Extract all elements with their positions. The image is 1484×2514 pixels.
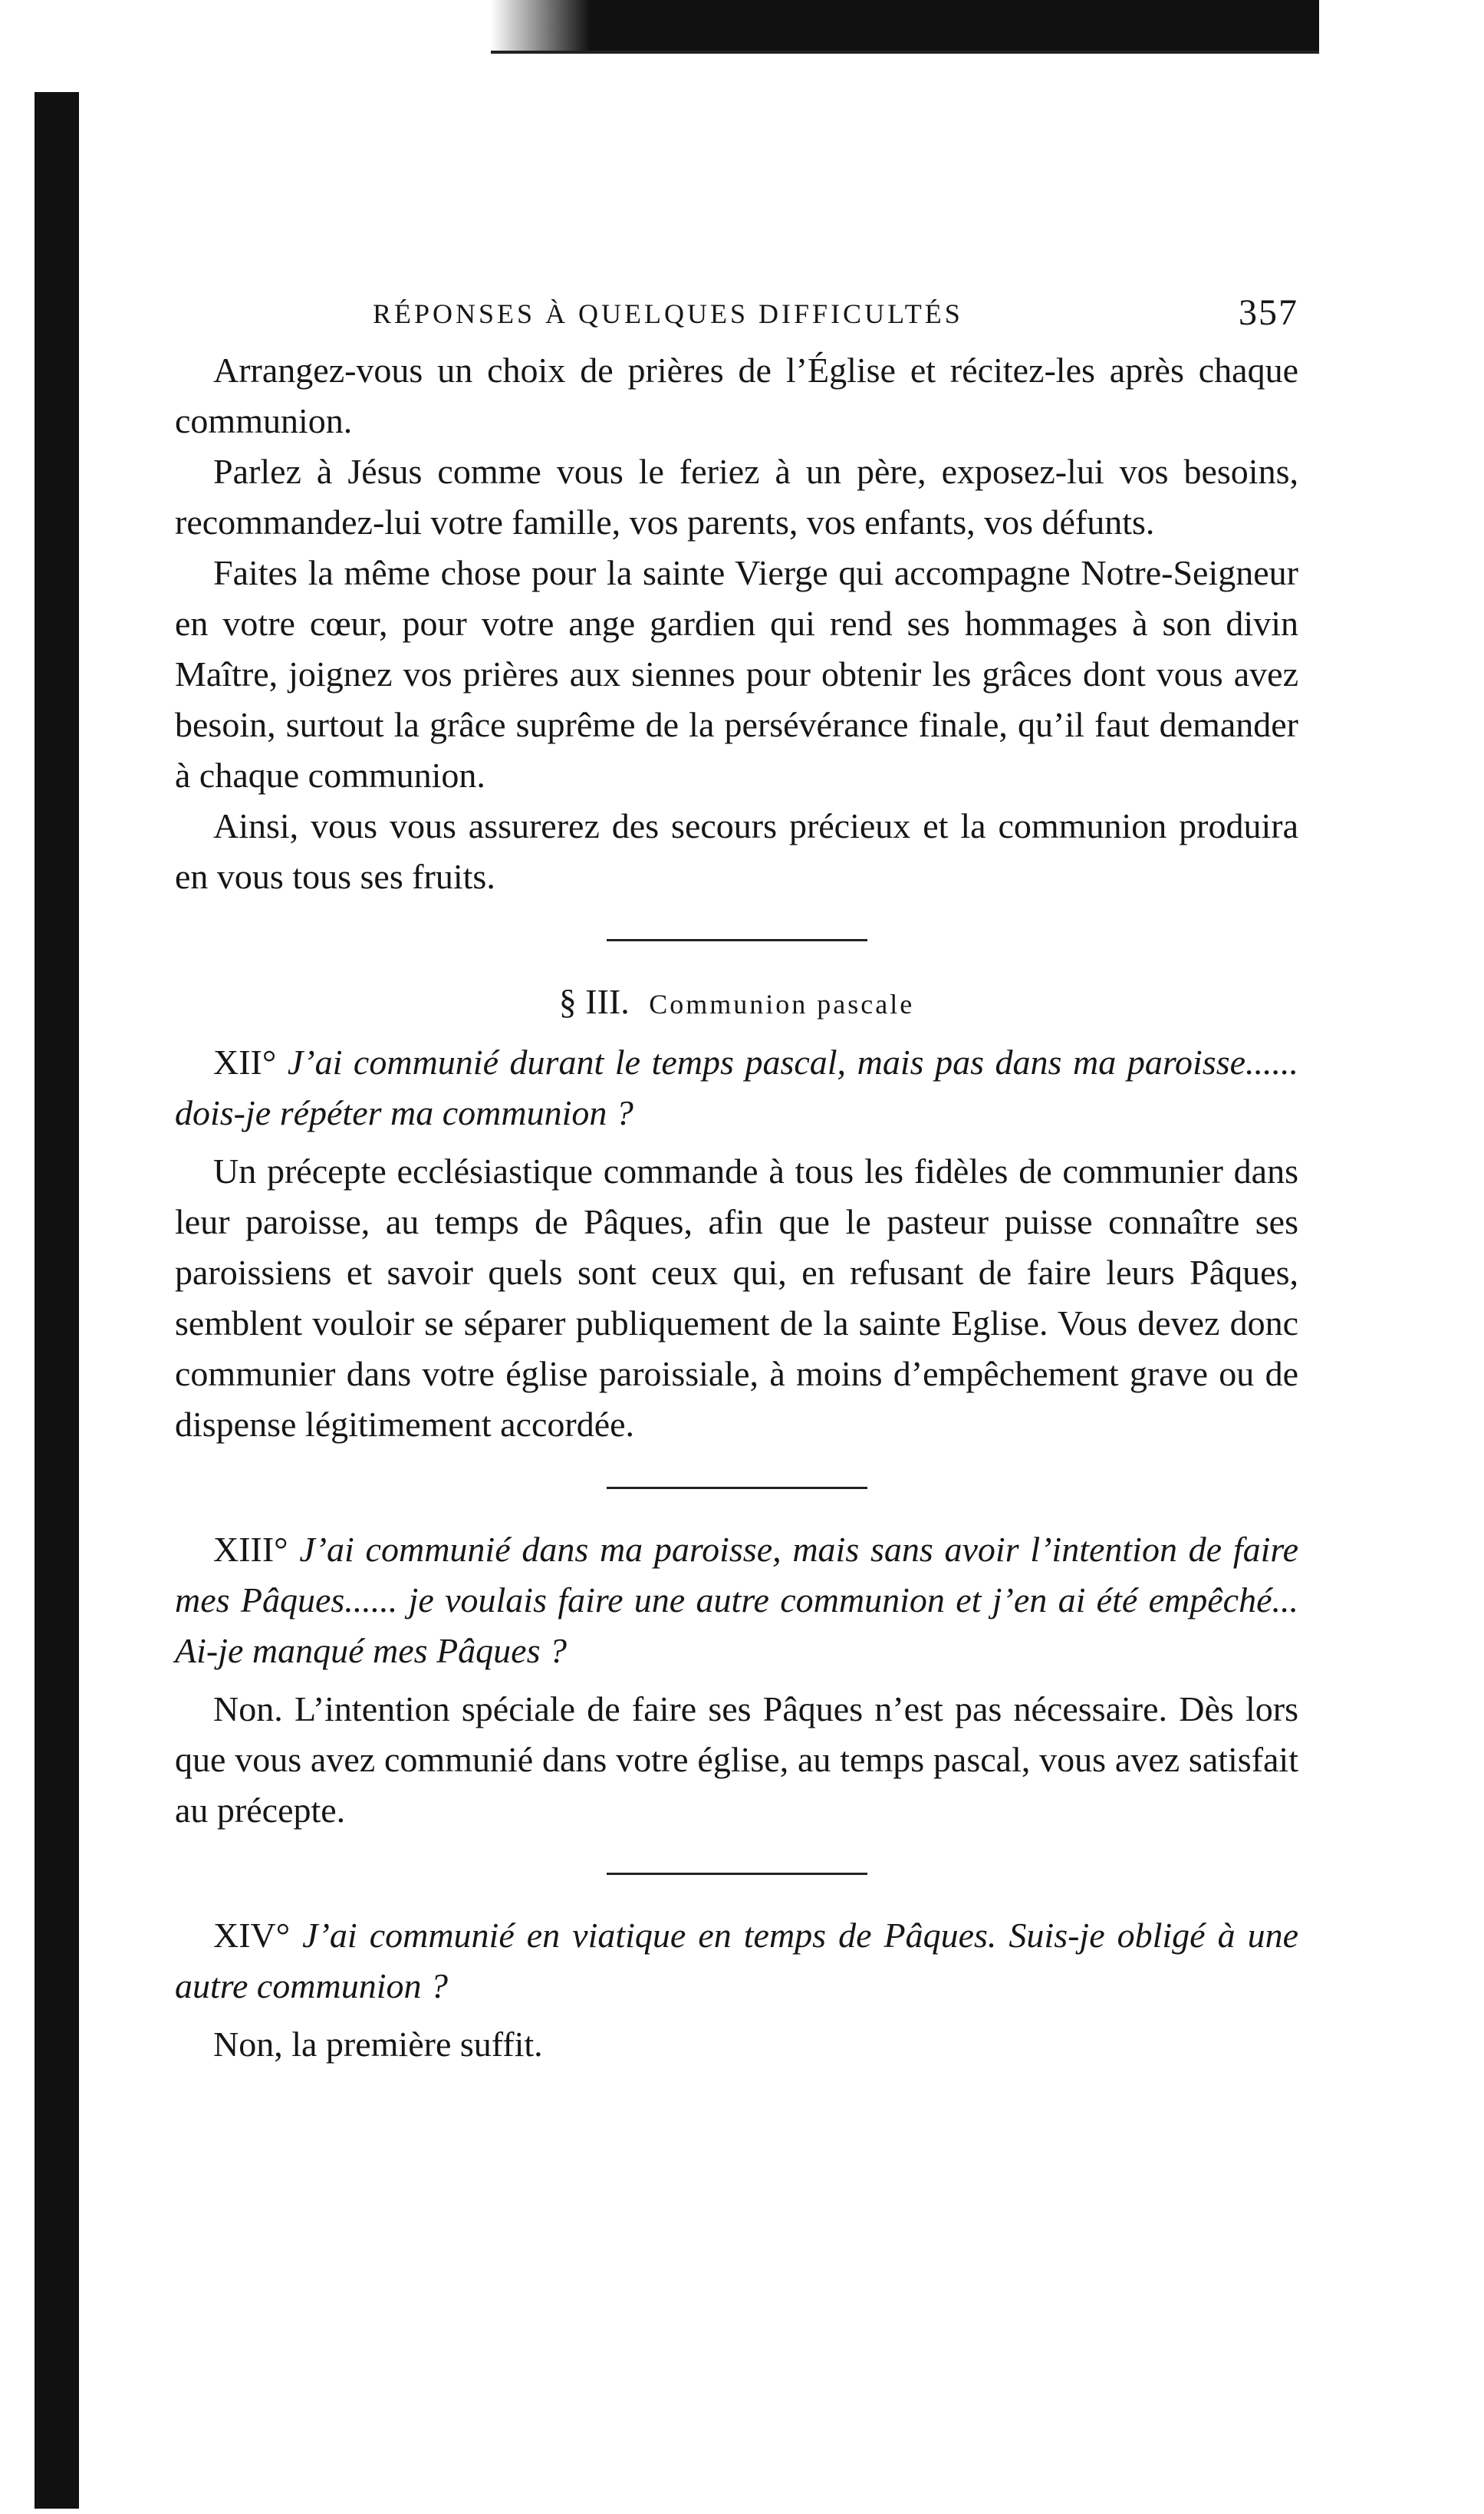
scan-shadow-top <box>491 0 1319 60</box>
divider-rule <box>607 939 867 941</box>
answer-paragraph: Un précepte ecclésiastique commande à tous les fidèles de communier dans leur paroisse, au temps de Pâques, afin que le pasteur puisse connaître ses paroissiens et savoir quels sont ceux qui, en refusant de faire leurs Pâques, semblent vouloir se séparer publiquement de la sainte Eglise. Vous devez donc communier dans votre église paroissiale, à moins d’empêchement grave ou de dispense légitimement accordée. <box>175 1152 1298 1444</box>
section-heading <box>175 977 1298 1030</box>
divider-rule <box>607 1487 867 1489</box>
question-number: XIV° <box>213 1916 291 1955</box>
section-mark: § III. <box>558 982 630 1021</box>
question-block <box>175 1037 1298 1138</box>
intro-paragraph: Ainsi, vous vous assurerez des secours précieux et la communion produira en vous tous ses fruits. <box>175 806 1298 896</box>
page-number: 357 <box>1239 292 1298 333</box>
answer-paragraph: Non, la première suffit. <box>213 2025 543 2064</box>
question-text: J’ai communié en viatique en temps de Pâques. Suis-je obligé à une autre communion ? <box>175 1916 1299 2005</box>
question-text: J’ai communié durant le temps pascal, mais pas dans ma paroisse...... dois-je répéter ma communion ? <box>175 1043 1299 1132</box>
question-block <box>175 1910 1298 2012</box>
intro-paragraph: Parlez à Jésus comme vous le feriez à un père, exposez-lui vos besoins, recommandez-lui votre famille, vos parents, vos enfants, vos défunts. <box>175 452 1298 542</box>
question-number: XIII° <box>213 1530 288 1569</box>
question-block <box>175 1524 1298 1676</box>
section-title: Communion pascale <box>649 989 915 1020</box>
page-header <box>175 276 1298 345</box>
running-title: RÉPONSES À QUELQUES DIFFICULTÉS <box>373 298 963 329</box>
question-text: J’ai communié dans ma paroisse, mais sans avoir l’intention de faire mes Pâques...... je voulais faire une autre communion et j’en ai été empêché... Ai-je manqué mes Pâques ? <box>175 1530 1298 1670</box>
question-number: XII° <box>213 1043 277 1082</box>
answer-paragraph: Non. L’intention spéciale de faire ses Pâques n’est pas nécessaire. Dès lors que vous avez communié dans votre église, au temps pascal, vous avez satisfait au précepte. <box>175 1689 1298 1830</box>
book-page <box>175 276 1298 2070</box>
divider-rule <box>607 1873 867 1875</box>
intro-paragraph: Faites la même chose pour la sainte Vierge qui accompagne Notre-Seigneur en votre cœur, pour votre ange gardien qui rend ses hommages à son divin Maître, joignez vos prières aux siennes pour obtenir les grâces dont vous avez besoin, surtout la grâce suprême de la persévérance finale, qu’il faut demander à chaque communion. <box>175 553 1298 795</box>
scan-shadow-left <box>35 92 79 2509</box>
intro-paragraph: Arrangez-vous un choix de prières de l’Église et récitez-les après chaque communion. <box>175 351 1298 440</box>
